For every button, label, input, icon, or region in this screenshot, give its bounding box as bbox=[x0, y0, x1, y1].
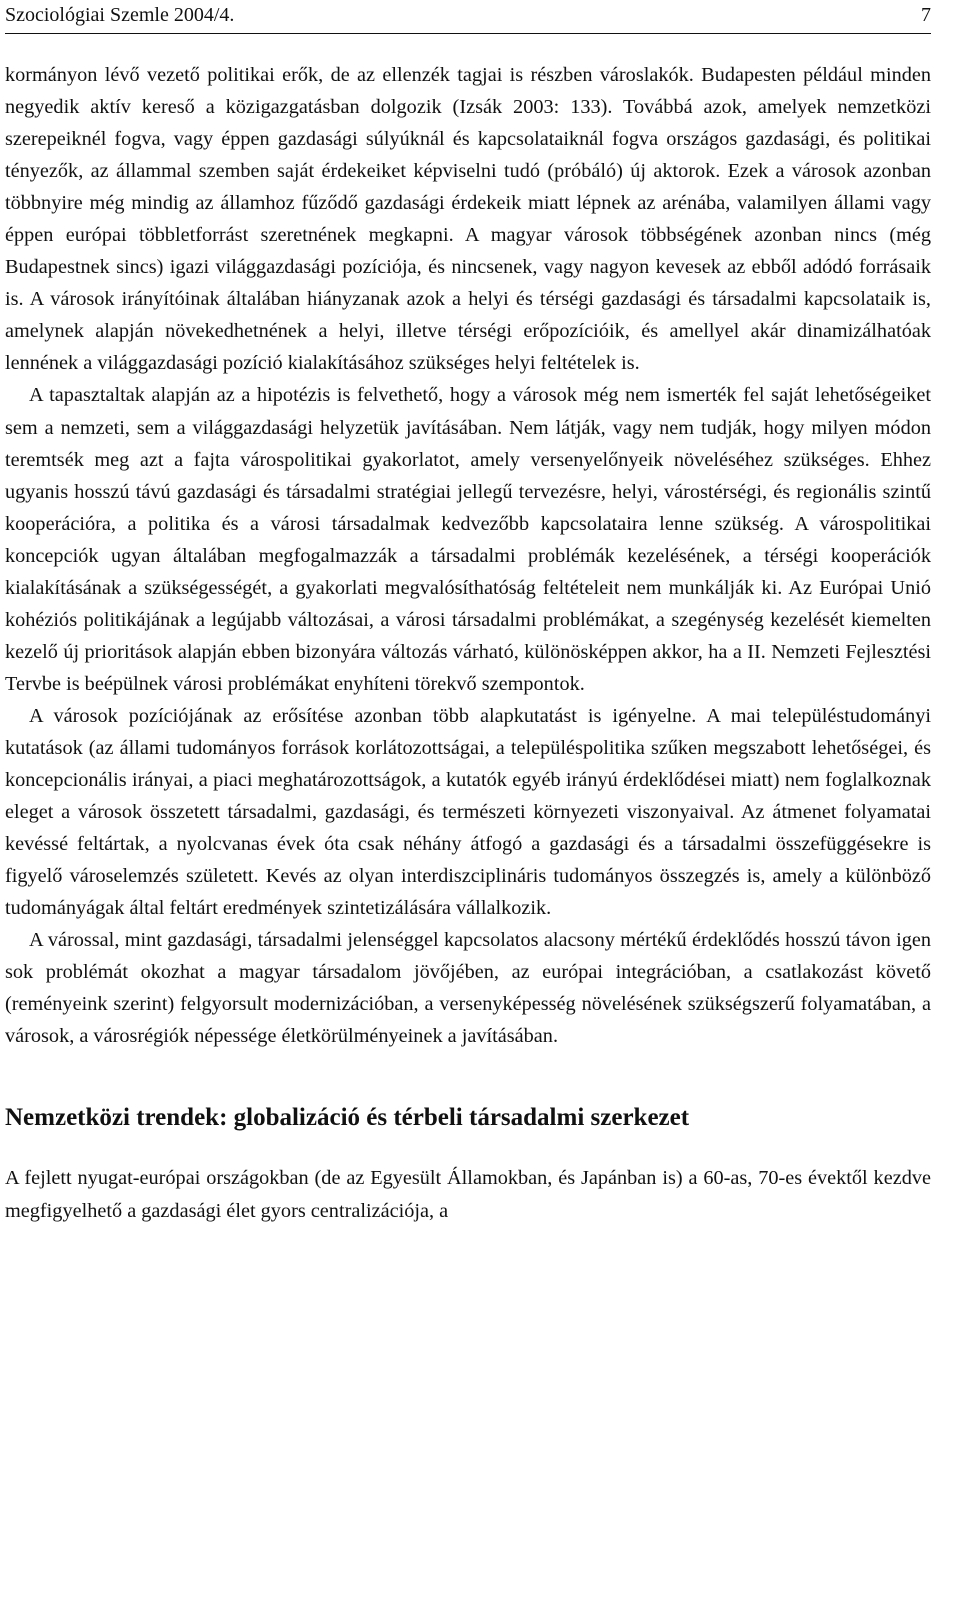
paragraph-3: A városok pozíciójának az erősítése azonban több alapkutatást is igényelne. A mai településtudományi kutatások (az állami tudományos források korlátozottságai, a településpolitika szűken megszabott lehetőségei, és koncepcionális irányai, a piaci meghatározottságok, a kutatók egyéb irányú érdeklődései miatt) nem foglalkoznak eleget a városok összetett társadalmi, gazdasági, és természeti környezeti viszonyaival. Az átmenet folyamatai kevéssé feltártak, a nyolcvanas évek óta csak néhány átfogó a gazdasági és a társadalmi összefüggésekre is figyelő városelemzés született. Kevés az olyan interdiszciplináris tudományos összegzés is, amely a különböző tudományágak által feltárt eredmények szintetizálására vállalkozik. bbox=[5, 704, 931, 920]
body-text bbox=[5, 59, 931, 1227]
page-number: 7 bbox=[921, 4, 931, 26]
document-page bbox=[5, 0, 931, 1227]
paragraph-1: kormányon lévő vezető politikai erők, de az ellenzék tagjai is részben városlakók. Budapesten például minden negyedik aktív kereső a közigazgatásban dolgozik (Izsák 2003: 133). Továbbá azok, amelyek nemzetközi szerepeiknél fogva, vagy éppen gazdasági súlyúknál és kapcsolataiknál fogva országos gazdasági, és politikai tényezők, az állammal szemben saját érdekeiket képviselni tudó (próbáló) új aktorok. Ezek a városok azonban többnyire még mindig az államhoz fűződő gazdasági érdekeik miatt lépnek az arénába, valamilyen állami vagy éppen európai többletforrást szeretnének megkapni. A magyar városok többségének azonban nincs (még Budapestnek sincs) igazi világgazdasági pozíciója, és nincsenek, vagy nagyon kevesek az ebből adódó forrásaik is. A városok irányítóinak általában hiányzanak azok a helyi és térségi gazdasági és társadalmi kapcsolataik is, amelynek alapján növekedhetnének a helyi, illetve térségi erőpozícióik, és amellyel akár dinamizálhatóak lennének a világgazdasági pozíció kialakításához szükséges helyi feltételek is. bbox=[5, 64, 931, 375]
paragraph-4: A várossal, mint gazdasági, társadalmi jelenséggel kapcsolatos alacsony mértékű érdeklődés hosszú távon igen sok problémát okozhat a magyar társadalom jövőjében, az európai integrációban, a csatlakozást követő (reményeink szerint) felgyorsult modernizációban, a versenyképesség növelésének szükségszerű folyamatában, a városok, a városrégiók népessége életkörülményeinek a javításában. bbox=[5, 929, 931, 1048]
section-heading: Nemzetközi trendek: globalizáció és térbeli társadalmi szerkezet bbox=[5, 1104, 690, 1132]
paragraph-2: A tapasztaltak alapján az a hipotézis is felvethető, hogy a városok még nem ismerték fel saját lehetőségeiket sem a nemzeti, sem a világgazdasági helyzetük javításában. Nem látják, vagy nem tudják, hogy milyen módon teremtsék meg azt a fajta várospolitikai gyakorlatot, amely versenyelőnyeik növeléséhez szükséges. Ehhez ugyanis hosszú távú gazdasági és társadalmi stratégiai jellegű tervezésre, helyi, várostérségi, és regionális szintű kooperációra, a politika és a városi társadalmak kedvezőbb kapcsolataira lenne szükség. A várospolitikai koncepciók ugyan általában megfogalmazzák a társadalmi problémák kezelésének, a térségi kooperációk kialakításának a szükségességét, a gyakorlati megvalósíthatóság feltételeit nem munkálják ki. Az Európai Unió kohéziós politikájának a legújabb változásai, a városi társadalmi problémákat, a szegénység kezelését kiemelten kezelő új prioritások alapján ebben bizonyára változás várható, különösképpen akkor, ha a II. Nemzeti Fejlesztési Tervbe is beépülnek városi problémákat enyhíteni törekvő szempontok. bbox=[5, 384, 931, 695]
running-header bbox=[5, 0, 931, 34]
journal-title: Szociológiai Szemle 2004/4. bbox=[5, 4, 235, 26]
section-first-paragraph: A fejlett nyugat-európai országokban (de az Egyesült Államokban, és Japánban is) a 60-as, 70-es évektől kezdve megfigyelhető a gazdasági élet gyors centralizációja, a bbox=[5, 1167, 931, 1222]
